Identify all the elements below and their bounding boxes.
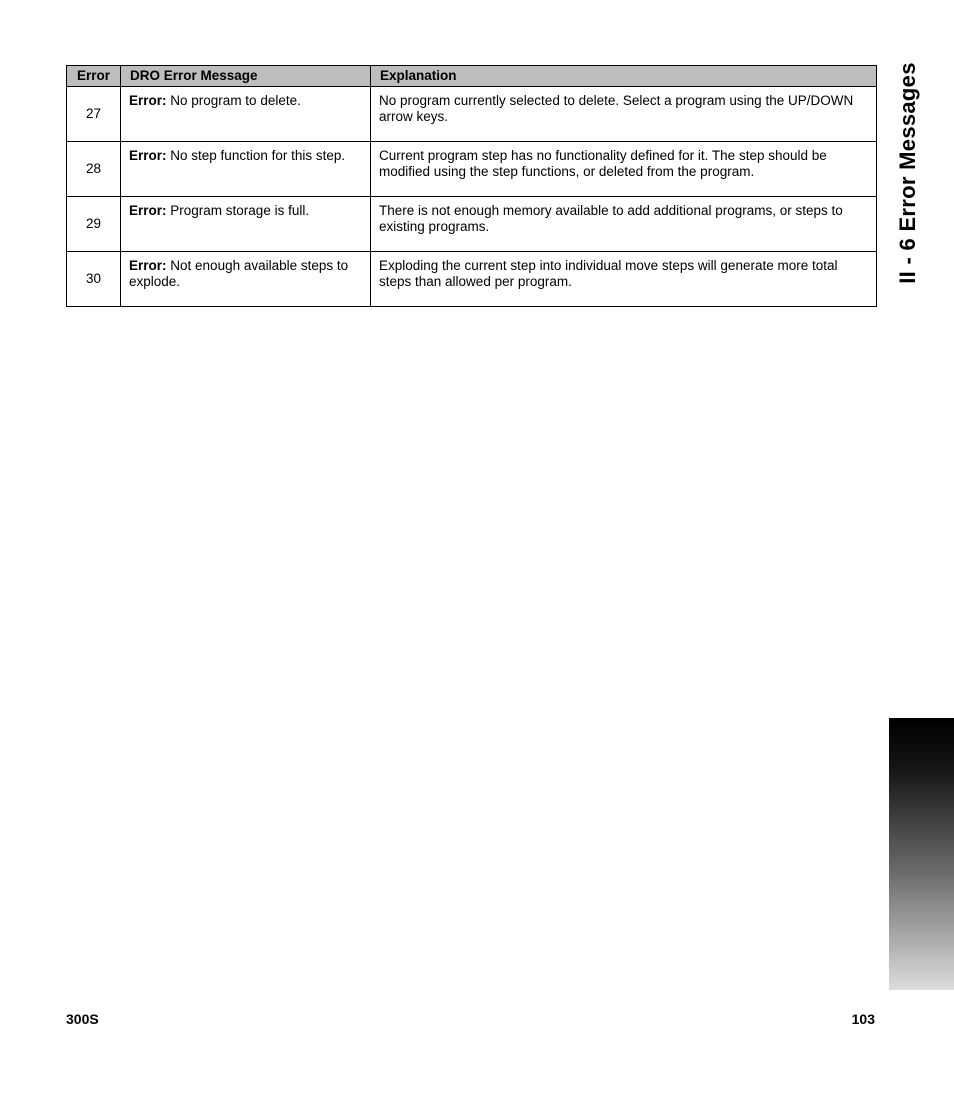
column-header-explanation: Explanation [371, 66, 877, 87]
table-row [67, 87, 877, 142]
error-code: 28 [67, 142, 121, 197]
error-prefix: Error: [129, 203, 167, 218]
message-cell [121, 87, 371, 142]
message-cell [121, 252, 371, 307]
error-message: No program to delete. [170, 93, 301, 108]
column-header-error: Error [67, 66, 121, 87]
message-cell [121, 142, 371, 197]
explanation-cell: There is not enough memory available to add additional programs, or steps to existing programs. [371, 197, 877, 252]
error-code: 27 [67, 87, 121, 142]
explanation-cell: Current program step has no functionality defined for it. The step should be modified using the step functions, or deleted from the program. [371, 142, 877, 197]
table-header-row [67, 66, 877, 87]
error-code: 29 [67, 197, 121, 252]
explanation-cell: No program currently selected to delete. Select a program using the UP/DOWN arrow keys. [371, 87, 877, 142]
table-row [67, 197, 877, 252]
message-cell [121, 197, 371, 252]
footer-model: 300S [66, 1011, 99, 1027]
chapter-thumb-tab [889, 718, 954, 990]
error-code: 30 [67, 252, 121, 307]
error-message: Program storage is full. [170, 203, 310, 218]
error-message: No step function for this step. [170, 148, 346, 163]
error-messages-table [66, 65, 877, 307]
table-row [67, 252, 877, 307]
error-prefix: Error: [129, 93, 167, 108]
error-prefix: Error: [129, 258, 167, 273]
column-header-message: DRO Error Message [121, 66, 371, 87]
explanation-cell: Exploding the current step into individual move steps will generate more total steps than allowed per program. [371, 252, 877, 307]
error-prefix: Error: [129, 148, 167, 163]
chapter-side-title: II - 6 Error Messages [895, 62, 920, 284]
error-message: Not enough available steps to explode. [129, 258, 349, 289]
table-row [67, 142, 877, 197]
footer-page-number: 103 [851, 1011, 875, 1027]
